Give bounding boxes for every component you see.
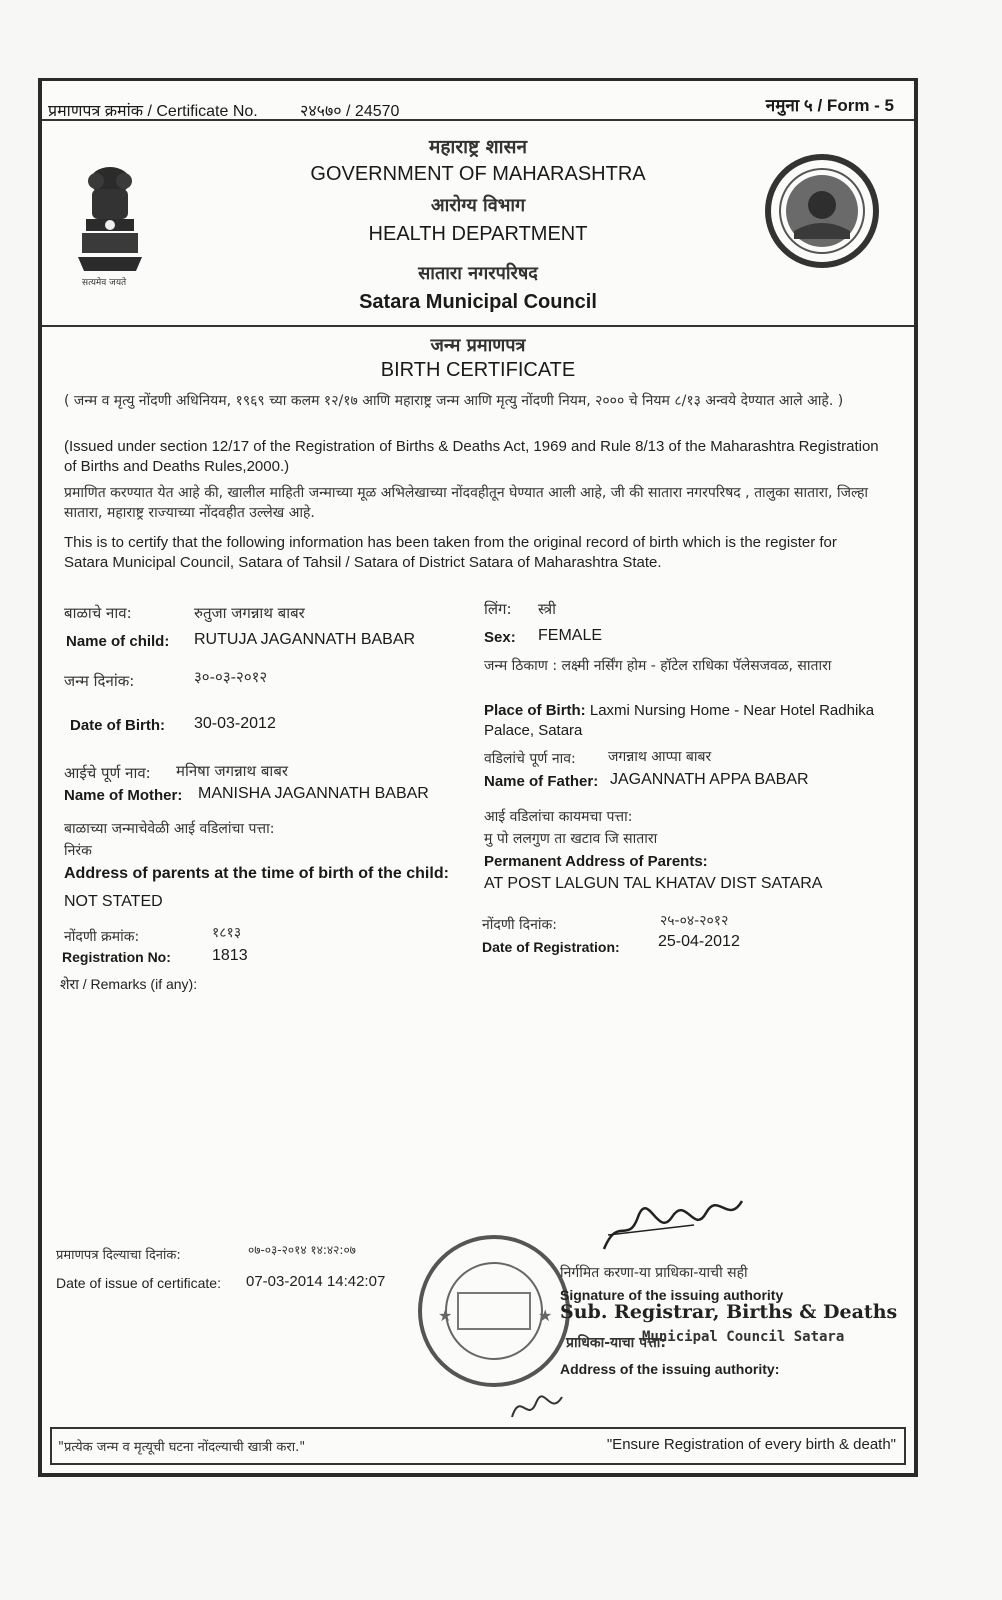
footer-slogan: "Ensure Registration of every birth & death" (606, 1436, 896, 1453)
svg-text:★: ★ (538, 1306, 553, 1325)
dob-label: Date of Birth: (70, 717, 165, 734)
addr-birth-marathi: निरंक (64, 843, 92, 859)
addr-birth-label: Address of parents at the time of birth of the child: (64, 865, 449, 882)
reg-date-marathi: २५-०४-२०१२ (660, 913, 729, 929)
sex: FEMALE (538, 627, 603, 644)
reg-date: 25-04-2012 (658, 933, 740, 950)
child-name: RUTUJA JAGANNATH BABAR (194, 631, 416, 648)
addr-birth-label-marathi: बाळाच्या जन्माचेवेळी आई वडिलांचा पत्ता: (64, 821, 275, 837)
mother: MANISHA JAGANNATH BABAR (198, 785, 429, 802)
reg-no-marathi: १८१३ (212, 925, 242, 941)
pob-marathi: जन्म ठिकाण : लक्ष्मी नर्सिंग होम - हॉटेल राधिका पॅलेसजवळ, सातारा (484, 658, 832, 674)
issue-date: 07-03-2014 14:42:07 (246, 1273, 386, 1290)
council-title: Satara Municipal Council (359, 291, 597, 313)
intro-marathi-1: ( जन्म व मृत्यु नोंदणी अधिनियम, १९६९ च्या कलम १२/१७ आणि महाराष्ट्र जन्म आणि मृत्यु नोंदणी नियम, २००० चे नियम ८/१३ अन्वये देण्यात आले आहे. ) (64, 393, 844, 409)
intro-english-2: This is to certify that the following information has been taken from the original record of birth which is the register for Satara Municipal Council, Satara of Tahsil / Satara of District Satara of Maharashtra State. (64, 534, 837, 571)
intro-english-1: (Issued under section 12/17 of the Registration of Births & Deaths Act, 1969 and Rule 8/13 of the Maharashtra Registration of Births and Deaths Rules,2000.) (64, 438, 879, 475)
signature-label: Signature of the issuing authority (560, 1287, 784, 1303)
mother-marathi: मनिषा जगन्नाथ बाबर (176, 762, 289, 780)
father-label: Name of Father: (484, 773, 599, 790)
mother-label-marathi: आईचे पूर्ण नाव: (64, 764, 151, 782)
reg-no-label-marathi: नोंदणी क्रमांक: (64, 929, 140, 945)
addr-perm-label-marathi: आई वडिलांचा कायमचा पत्ता: (484, 809, 633, 825)
certificate-no-label: प्रमाणपत्र क्रमांक / Certificate No. (48, 103, 258, 120)
certificate-frame (38, 78, 918, 1477)
certificate-title: BIRTH CERTIFICATE (380, 359, 576, 381)
gov-title-marathi: महाराष्ट्र शासन (428, 136, 527, 158)
dob-marathi: ३०-०३-२०१२ (194, 668, 268, 686)
dept-title: HEALTH DEPARTMENT (368, 223, 588, 245)
svg-text:★: ★ (438, 1306, 453, 1325)
child-name-label: Name of child: (66, 633, 170, 650)
dob-label-marathi: जन्म दिनांक: (64, 672, 135, 690)
issue-date-label: Date of issue of certificate: (56, 1275, 221, 1291)
signature-icon (598, 1195, 748, 1259)
issue-date-label-marathi: प्रमाणपत्र दिल्याचा दिनांक: (56, 1248, 181, 1263)
registrar-stamp-line-2: Municipal Council Satara (642, 1329, 845, 1345)
dept-title-marathi: आरोग्य विभाग (430, 195, 526, 216)
reg-date-label: Date of Registration: (482, 939, 620, 955)
father-label-marathi: वडिलांचे पूर्ण नाव: (484, 751, 576, 767)
footer-slogan-marathi: "प्रत्येक जन्म व मृत्यूची घटना नोंदल्याची खात्री करा." (58, 1440, 306, 1455)
certificate-title-marathi: जन्म प्रमाणपत्र (430, 335, 526, 356)
place-of-birth (484, 701, 894, 741)
sex-marathi: स्त्री (538, 600, 557, 618)
remarks-label: शेरा / Remarks (if any): (60, 976, 198, 992)
council-stamp-icon (414, 1231, 574, 1391)
father: JAGANNATH APPA BABAR (610, 771, 809, 788)
sex-label-marathi: लिंग: (484, 600, 512, 618)
initials-icon (506, 1387, 566, 1427)
footer-banner (50, 1427, 906, 1465)
addr-perm: AT POST LALGUN TAL KHATAV DIST SATARA (484, 875, 823, 892)
gov-title: GOVERNMENT OF MAHARASHTRA (310, 163, 646, 185)
mother-label: Name of Mother: (64, 787, 183, 804)
certificate-no-value: २४५७० / 24570 (300, 103, 400, 120)
reg-date-label-marathi: नोंदणी दिनांक: (482, 917, 557, 933)
sex-label: Sex: (484, 629, 516, 646)
signature-label-marathi: निर्गमित करणा-या प्राधिका-याची सही (560, 1265, 748, 1281)
addr-perm-marathi: मु पो ललगुण ता खटाव जि सातारा (484, 831, 658, 847)
addr-perm-label: Permanent Address of Parents: (484, 853, 708, 870)
address-label: Address of the issuing authority: (560, 1361, 780, 1377)
issue-date-marathi: ०७-०३-२०१४ १४:४२:०७ (248, 1243, 356, 1257)
father-marathi: जगन्नाथ आप्पा बाबर (608, 749, 712, 765)
address-label-marathi: प्राधिका-याचा पत्ता: (566, 1335, 667, 1351)
pob-label: Place of Birth: (484, 702, 586, 719)
child-name-marathi: रुतुजा जगन्नाथ बाबर (194, 604, 305, 622)
divider (42, 325, 914, 327)
dob: 30-03-2012 (194, 715, 276, 732)
intro-marathi-2: प्रमाणित करण्यात येत आहे की, खालील माहिती जन्माच्या मूळ अभिलेखाच्या नोंदवहीतून घेण्यात आली आहे, जी की सातारा नगरपरिषद , तालुका सातारा, जिल्हा सातारा, महाराष्ट्र राज्याच्या नोंदवहीत उल्लेख आहे. (64, 485, 869, 521)
emblem-caption: सत्यमेव जयते (82, 278, 127, 288)
reg-no: 1813 (212, 947, 248, 964)
certificate-header (42, 81, 914, 121)
reg-no-label: Registration No: (62, 949, 171, 965)
child-name-label-marathi: बाळाचे नाव: (64, 604, 132, 622)
pob: Laxmi Nursing Home - Near Hotel Radhika Palace, Satara (484, 702, 875, 739)
addr-birth: NOT STATED (64, 893, 163, 910)
council-title-marathi: सातारा नगरपरिषद (418, 263, 538, 284)
form-number: नमुना ५ / Form - 5 (765, 96, 894, 115)
registrar-stamp-line-1: Sub. Registrar, Births & Deaths (560, 1301, 898, 1323)
